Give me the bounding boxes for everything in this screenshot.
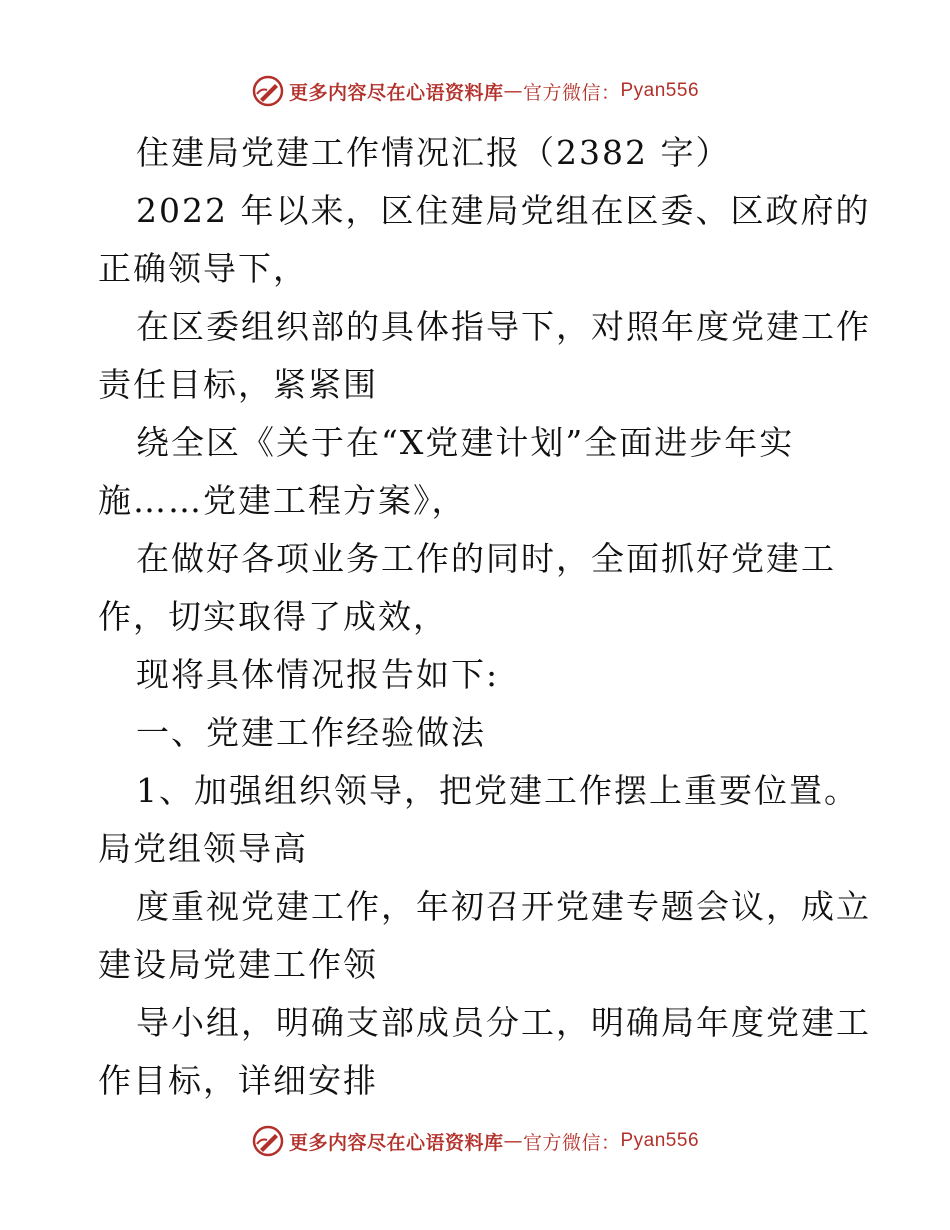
watermark-label: 官方微信： (522, 1131, 621, 1154)
pen-logo-icon (251, 74, 285, 108)
paragraph-line: 在做好各项业务工作的同时，全面抓好党建工 (136, 539, 836, 578)
watermark-dash: — (503, 80, 523, 102)
document-body (98, 124, 871, 1110)
watermark-wechat-id: Pyan556 (620, 80, 700, 101)
paragraph-line: 建设局党建工作领 (98, 945, 378, 984)
document-title: 住建局党建工作情况汇报（2382 字） (136, 133, 731, 172)
paragraph-line: 在区委组织部的具体指导下，对照年度党建工作 (136, 307, 871, 346)
watermark-label: 官方微信： (522, 81, 621, 104)
header-watermark (0, 74, 950, 108)
paragraph-line: 现将具体情况报告如下: (136, 655, 500, 694)
watermark-wechat-id: Pyan556 (620, 1130, 700, 1151)
subsection-heading: 1、加强组织领导，把党建工作摆上重要位置。 (136, 771, 859, 810)
paragraph-line: 正确领导下， (98, 249, 308, 288)
paragraph-line: 局党组领导高 (98, 829, 308, 868)
watermark-main-text: 更多内容尽在心语资料库 (288, 1131, 504, 1154)
watermark-dash: — (503, 1130, 523, 1152)
footer-watermark (0, 1124, 950, 1158)
paragraph-line: 作，切实取得了成效， (98, 597, 448, 636)
paragraph-line: 责任目标，紧紧围 (98, 365, 378, 404)
paragraph-line: 施……党建工程方案》， (98, 481, 467, 520)
pen-logo-icon (251, 1124, 285, 1158)
paragraph-line: 绕全区《关于在“X党建计划”全面进步年实 (136, 423, 795, 462)
paragraph-line: 度重视党建工作，年初召开党建专题会议，成立 (136, 887, 871, 926)
paragraph-line: 2022 年以来，区住建局党组在区委、区政府的 (136, 191, 871, 230)
watermark-main-text: 更多内容尽在心语资料库 (288, 81, 504, 104)
paragraph-line: 导小组，明确支部成员分工，明确局年度党建工 (136, 1003, 871, 1042)
section-heading: 一、党建工作经验做法 (136, 713, 486, 752)
paragraph-line: 作目标，详细安排 (98, 1061, 378, 1100)
